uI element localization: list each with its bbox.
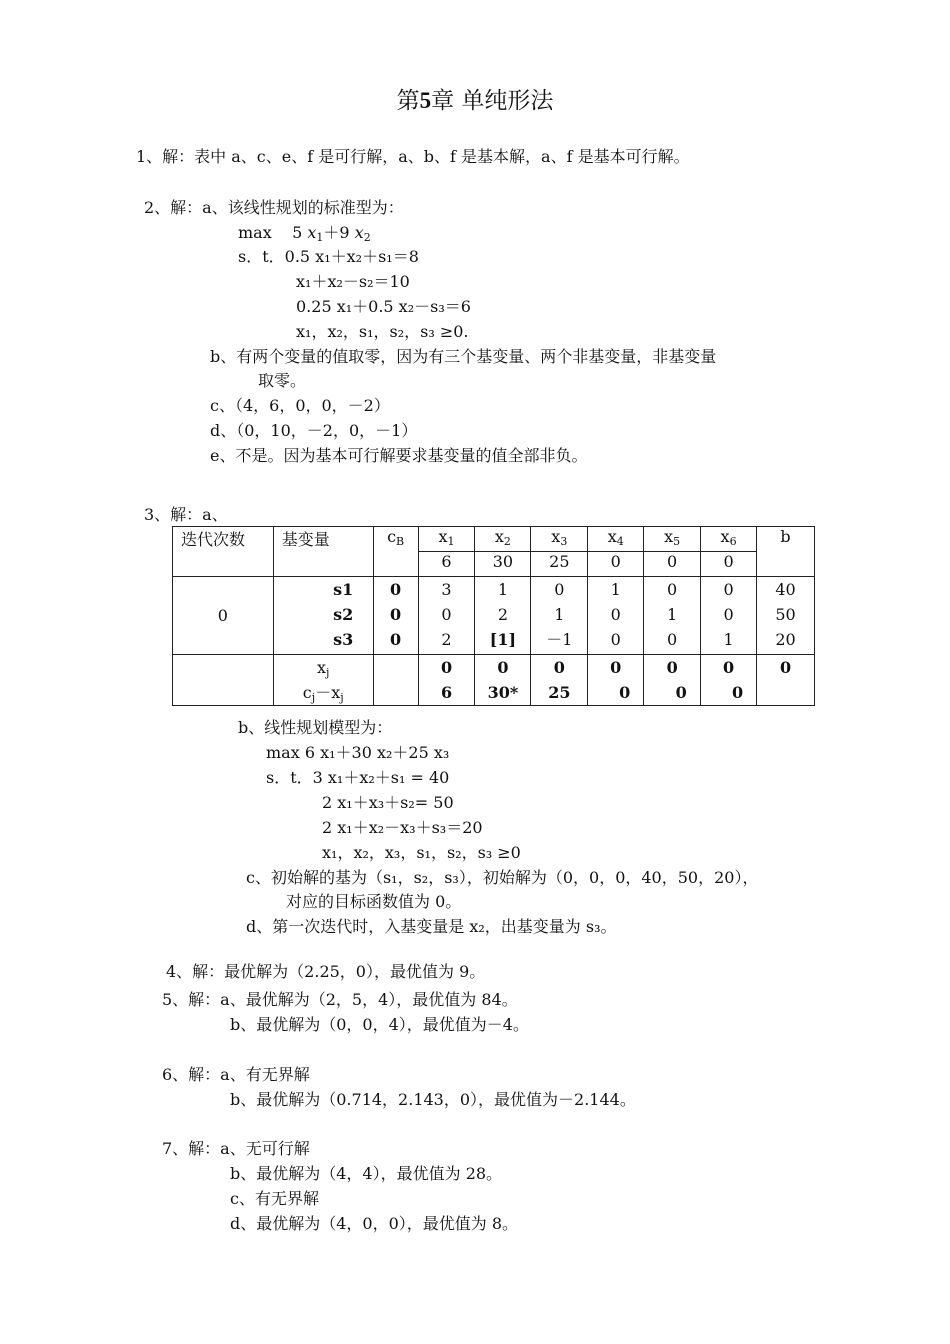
tableau-column-x1: 3 0 2 bbox=[418, 577, 475, 655]
answer-2-constraint-2: x₁＋x₂－s₂＝10 bbox=[296, 272, 410, 291]
answer-2b-line2: 取零。 bbox=[258, 371, 307, 390]
answer-2e: e、不是。因为基本可行解要求基变量的值全部非负。 bbox=[210, 446, 588, 465]
cb-values: 0 0 0 bbox=[373, 577, 418, 655]
header-iteration: 迭代次数 bbox=[173, 527, 274, 577]
answer-6a: 6、解：a、有无界解 bbox=[162, 1065, 310, 1084]
answer-7d: d、最优解为（4，0，0），最优值为 8。 bbox=[230, 1214, 519, 1233]
zj-cz-x3: 0 25 bbox=[531, 655, 588, 706]
answer-7c: c、有无界解 bbox=[230, 1189, 319, 1208]
answer-2c: c、（4，6，0，0，－2） bbox=[210, 396, 390, 415]
cz-label: $c_j-x_j$ bbox=[302, 683, 344, 704]
simplex-table bbox=[172, 526, 815, 706]
page-title: 第5章 单纯形法 bbox=[396, 88, 554, 114]
header-var: $x_1$ bbox=[418, 527, 475, 552]
zj-rows bbox=[173, 655, 815, 706]
header-var: $x_6$ bbox=[701, 527, 757, 552]
header-var: $x_5$ bbox=[644, 527, 701, 552]
cj-value: 0 bbox=[644, 552, 701, 577]
answer-7b: b、最优解为（4，4），最优值为 28。 bbox=[230, 1164, 503, 1183]
tableau-column-x5: 0 1 0 bbox=[644, 577, 701, 655]
cj-value: 30 bbox=[475, 552, 531, 577]
zj-labels bbox=[273, 655, 373, 706]
answer-2-constraint-1: s．t．0.5 x₁＋x₂＋s₁＝8 bbox=[238, 247, 419, 266]
answer-2b-line1: b、有两个变量的值取零，因为有三个基变量、两个非基变量，非基变量 bbox=[210, 347, 717, 366]
header-basis: 基变量 bbox=[273, 527, 373, 577]
zj-cz-x1: 0 6 bbox=[418, 655, 475, 706]
answer-3b-nonneg: x₁，x₂，x₃，s₁，s₂，s₃ ≥0 bbox=[322, 843, 521, 862]
answer-3-heading: 3、解：a、 bbox=[144, 505, 228, 524]
header-var: $x_4$ bbox=[588, 527, 644, 552]
answer-4: 4、解：最优解为（2.25，0），最优值为 9。 bbox=[166, 962, 486, 981]
zj-label: $x_j$ bbox=[316, 658, 330, 679]
answer-3c-line1: c、初始解的基为（s₁，s₂，s₃），初始解为（0，0，0，40，50，20）， bbox=[246, 868, 759, 887]
answer-2-constraint-3: 0.25 x₁＋0.5 x₂－s₃＝6 bbox=[296, 297, 471, 316]
header-cb: $c_B$ bbox=[373, 527, 418, 577]
zj-cz-x5: 0 0 bbox=[644, 655, 701, 706]
answer-3b-constraint-3: 2 x₁＋x₂－x₃＋s₃＝20 bbox=[322, 818, 483, 837]
answer-5b: b、最优解为（0，0，4），最优值为－4。 bbox=[230, 1015, 529, 1034]
cj-value: 25 bbox=[531, 552, 588, 577]
header-b: b bbox=[757, 527, 815, 577]
pivot-element: [1] bbox=[489, 630, 517, 649]
rhs-column: 40 50 20 bbox=[757, 577, 815, 655]
tableau-column-x3: 0 1 －1 bbox=[531, 577, 588, 655]
zj-cz-x2: 0 30* bbox=[475, 655, 531, 706]
answer-3b-constraint-2: 2 x₁＋x₃＋s₂= 50 bbox=[322, 793, 454, 812]
tableau-body bbox=[173, 577, 815, 655]
header-var: $x_2$ bbox=[475, 527, 531, 552]
answer-2-nonneg: x₁，x₂，s₁，s₂，s₃ ≥0. bbox=[296, 322, 469, 341]
zj-cz-x6: 0 0 bbox=[701, 655, 757, 706]
basis-variables: s1 s2 s3 bbox=[273, 577, 373, 655]
table-header-row bbox=[173, 527, 815, 552]
cj-value: 6 bbox=[418, 552, 475, 577]
answer-2d: d、（0，10，－2，0，－1） bbox=[210, 421, 418, 440]
tableau-column-x6: 0 0 1 bbox=[701, 577, 757, 655]
header-var: $x_3$ bbox=[531, 527, 588, 552]
answer-3d: d、第一次迭代时，入基变量是 x₂，出基变量为 s₃。 bbox=[246, 917, 617, 936]
answer-3b-heading: b、线性规划模型为： bbox=[238, 718, 393, 737]
empty-cell bbox=[373, 655, 418, 706]
answer-2-heading: 2、解：a、该线性规划的标准型为： bbox=[144, 198, 404, 217]
answer-5a: 5、解：a、最优解为（2，5，4），最优值为 84。 bbox=[162, 990, 518, 1009]
answer-7a: 7、解：a、无可行解 bbox=[162, 1139, 310, 1158]
tableau-column-x4: 1 0 0 bbox=[588, 577, 644, 655]
iteration-number: 0 bbox=[173, 577, 274, 655]
answer-3c-line2: 对应的目标函数值为 0。 bbox=[286, 892, 462, 911]
tableau-column-x2: 1 2 [1] bbox=[475, 577, 531, 655]
answer-3b-constraint-1: s．t．3 x₁＋x₂＋s₁ = 40 bbox=[266, 768, 450, 787]
cj-value: 0 bbox=[701, 552, 757, 577]
answer-6b: b、最优解为（0.714，2.143，0），最优值为－2.144。 bbox=[230, 1090, 636, 1109]
zj-b: 0 bbox=[757, 655, 815, 706]
zj-cz-x4: 0 0 bbox=[588, 655, 644, 706]
answer-2-objective: max 5 $x_1+9$ $x_2$ bbox=[238, 223, 371, 244]
answer-1: 1、解：表中 a、c、e、f 是可行解，a、b、f 是基本解，a、f 是基本可行解。 bbox=[136, 147, 690, 166]
answer-3b-objective: max 6 x₁＋30 x₂＋25 x₃ bbox=[266, 743, 450, 762]
empty-cell bbox=[173, 655, 274, 706]
cj-value: 0 bbox=[588, 552, 644, 577]
